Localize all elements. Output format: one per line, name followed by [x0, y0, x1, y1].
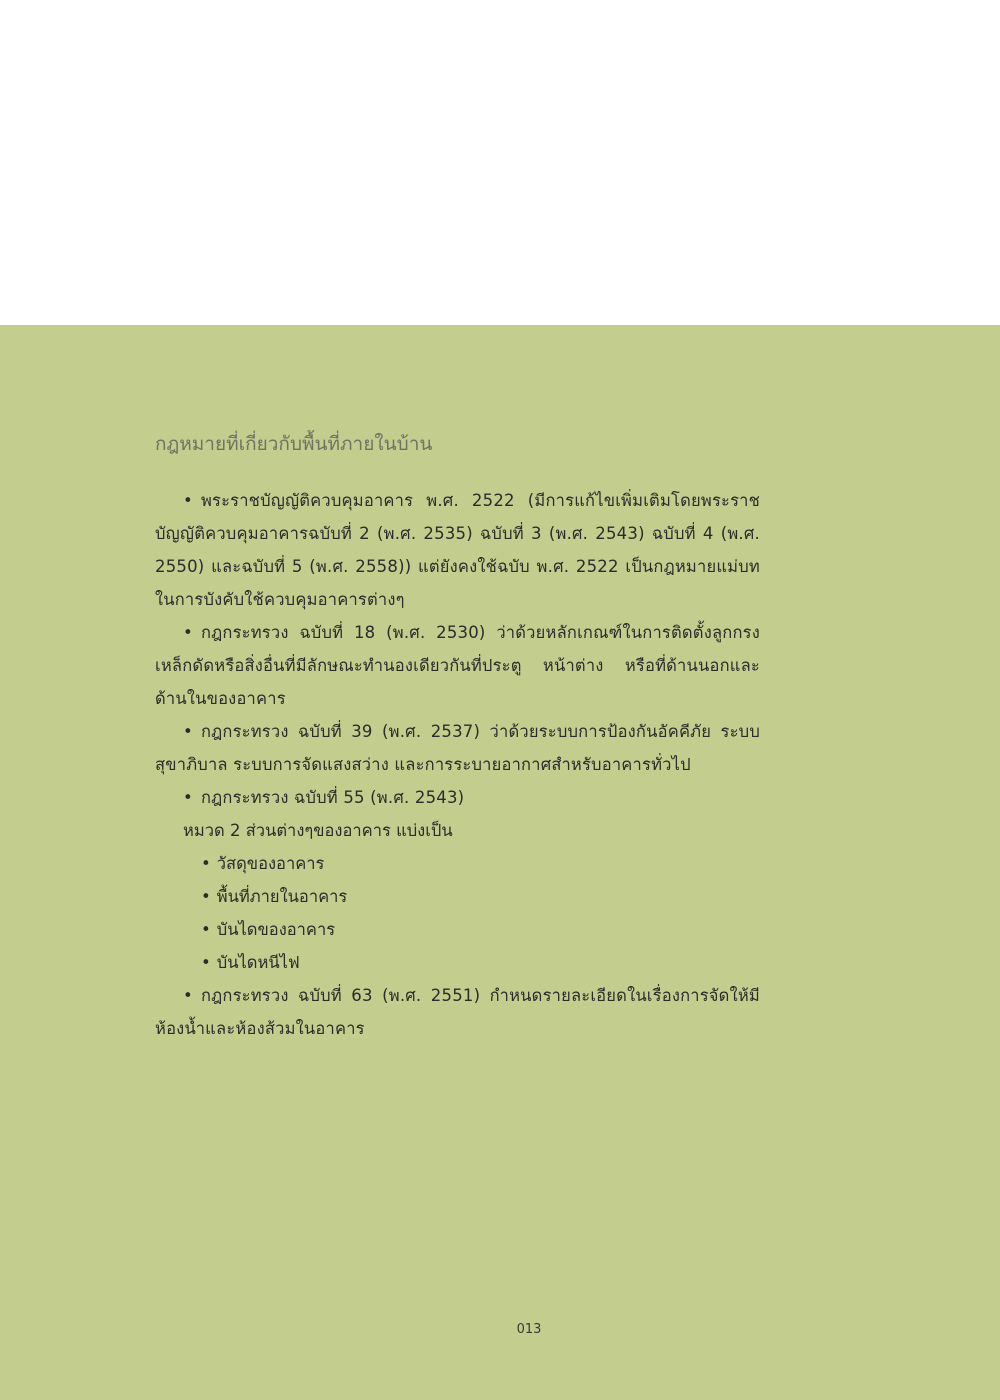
law-item-building-control-act: [155, 484, 760, 616]
bullet-icon: •: [201, 953, 211, 972]
law-item-regulation-39: [155, 715, 760, 781]
list-item-label: วัสดุของอาคาร: [216, 854, 325, 873]
page-number: 013: [516, 1322, 542, 1337]
law-item-text: กฎกระทรวง ฉบับที่ 18 (พ.ศ. 2530) ว่าด้วยหลักเกณฑ์ในการติดตั้งลูกกรงเหล็กดัดหรือสิ่งอื่นที่มีลักษณะทำนองเดียวกันที่ประตู หน้าต่าง หรือที่ด้านนอกและด้านในของอาคาร: [155, 623, 760, 708]
section-heading: กฎหมายที่เกี่ยวกับพื้นที่ภายในบ้าน: [155, 433, 433, 455]
law-item-text: พระราชบัญญัติควบคุมอาคาร พ.ศ. 2522 (มีการแก้ไขเพิ่มเติมโดยพระราชบัญญัติควบคุมอาคารฉบับที่ 2 (พ.ศ. 2535) ฉบับที่ 3 (พ.ศ. 2543) ฉบับที่ 4 (พ.ศ. 2550) และฉบับที่ 5 (พ.ศ. 2558)) แต่ยังคงใช้ฉบับ พ.ศ. 2522 เป็นกฎหมายแม่บทในการบังคับใช้ควบคุมอาคารต่างๆ: [155, 491, 760, 609]
bullet-icon: •: [201, 920, 211, 939]
chapter-2-line: หมวด 2 ส่วนต่างๆของอาคาร แบ่งเป็น: [183, 821, 453, 840]
law-item-regulation-63: [155, 979, 760, 1045]
bullet-icon: •: [201, 887, 211, 906]
law-section: [155, 428, 760, 1045]
list-item-label: พื้นที่ภายในอาคาร: [216, 887, 348, 906]
law-item-regulation-55: [155, 781, 760, 814]
bullet-icon: •: [183, 491, 193, 510]
chapter-2-list: [155, 847, 760, 979]
bullet-icon: •: [183, 788, 193, 807]
list-item-label: บันไดหนีไฟ: [216, 953, 300, 972]
bullet-icon: •: [183, 722, 193, 741]
bullet-icon: •: [201, 854, 211, 873]
top-blank-area: [0, 0, 1000, 325]
list-item: [201, 847, 760, 880]
list-item-label: บันไดของอาคาร: [216, 920, 336, 939]
law-item-text: กฎกระทรวง ฉบับที่ 39 (พ.ศ. 2537) ว่าด้วยระบบการป้องกันอัคคีภัย ระบบสุขาภิบาล ระบบการจัดแสงสว่าง และการระบายอากาศสำหรับอาคารทั่วไป: [155, 722, 760, 774]
list-item: [201, 946, 760, 979]
list-item: [201, 913, 760, 946]
list-item: [201, 880, 760, 913]
bullet-icon: •: [183, 986, 193, 1005]
bullet-icon: •: [183, 623, 193, 642]
law-item-regulation-18: [155, 616, 760, 715]
law-item-text: กฎกระทรวง ฉบับที่ 63 (พ.ศ. 2551) กำหนดรายละเอียดในเรื่องการจัดให้มีห้องน้ำและห้องส้วมในอาคาร: [155, 986, 760, 1038]
law-item-text: กฎกระทรวง ฉบับที่ 55 (พ.ศ. 2543): [200, 788, 465, 807]
